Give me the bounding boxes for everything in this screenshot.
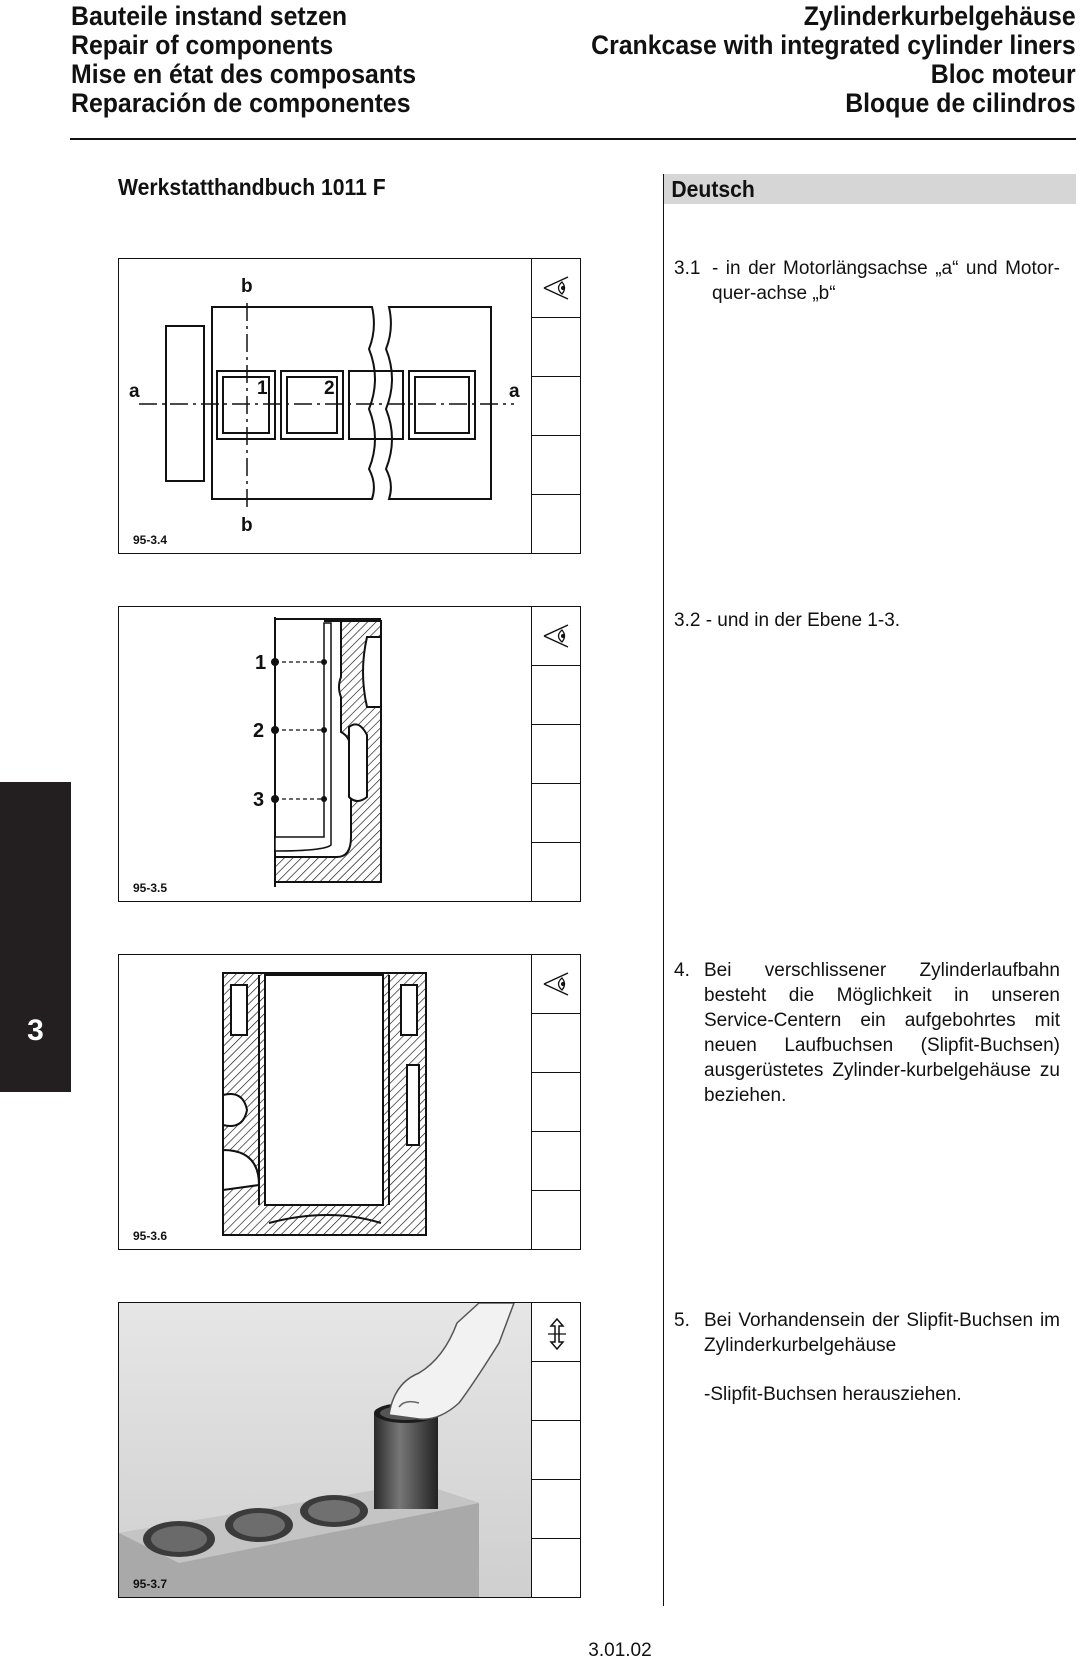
cylinder-section-diagram	[119, 607, 531, 901]
plane-mark-1: 1	[255, 652, 267, 674]
step-3-2	[674, 608, 1060, 633]
figure-sidebar	[531, 259, 581, 553]
header-right-line-fr: Bloc moteur	[931, 59, 1076, 89]
chapter-tab	[0, 782, 71, 1092]
up-down-arrow-icon	[542, 1317, 572, 1351]
header-left-line-de: Bauteile instand setzen	[71, 1, 348, 31]
figure-label: 95-3.6	[133, 1229, 168, 1243]
figure-95-3-5	[118, 606, 581, 902]
figure-label: 95-3.7	[133, 1577, 168, 1591]
language-bar	[664, 174, 1076, 204]
language-label: Deutsch	[671, 176, 755, 202]
step-number: 4.	[674, 960, 690, 981]
step-number: 5.	[674, 1310, 690, 1331]
header-rule	[70, 138, 1076, 140]
header-left-line-es: Reparación de componentes	[71, 88, 411, 118]
axis-mark-b-top: b	[241, 276, 253, 297]
plane-mark-2: 2	[253, 720, 265, 742]
figure-sidebar	[531, 607, 581, 901]
step-subtext: -Slipfit-Buchsen herausziehen.	[704, 1384, 962, 1405]
step-number: 3.1	[674, 258, 701, 279]
step-text: Bei Vorhandensein der Slipfit-Buchsen im Zylinderkurbelgehäuse	[704, 1310, 1060, 1356]
figure-label: 95-3.5	[133, 881, 168, 895]
step-5	[674, 1308, 1060, 1407]
cylinder-mark-1: 1	[257, 378, 268, 399]
crankcase-top-diagram	[119, 259, 531, 553]
step-text: Bei verschlissener Zylinderlaufbahn besteht die Möglichkeit in unseren Service-Centern ein aufgebohrtes mit neuen Laufbuchsen (Slipfit-Buchsen) ausgerüstetes Zylinder-kurbelgehäuse zu beziehen.	[704, 960, 1060, 1106]
header-right-line-en: Crankcase with integrated cylinder liners	[591, 30, 1076, 60]
eye-icon	[542, 273, 572, 303]
manual-title: Werkstatthandbuch 1011 F	[118, 174, 386, 200]
header-left-line-en: Repair of components	[71, 30, 334, 60]
figure-95-3-4	[118, 258, 581, 554]
figure-label: 95-3.4	[133, 533, 168, 547]
liner-removal-photo	[119, 1303, 531, 1597]
chapter-number: 3	[27, 1014, 44, 1047]
figure-sidebar	[531, 955, 581, 1249]
plane-mark-3: 3	[253, 789, 265, 811]
step-4	[674, 958, 1060, 1108]
axis-mark-a-left: a	[129, 381, 140, 402]
header-right	[591, 2, 1076, 118]
figure-95-3-7	[118, 1302, 581, 1598]
liner-section-diagram	[119, 955, 531, 1249]
column-divider	[663, 174, 664, 1606]
page-number: 3.01.02	[588, 1640, 652, 1661]
header-right-line-es: Bloque de cilindros	[845, 88, 1076, 118]
figure-sidebar	[531, 1303, 581, 1597]
header-right-line-de: Zylinderkurbelgehäuse	[804, 1, 1076, 31]
eye-icon	[542, 969, 572, 999]
step-text: - in der Motorlängsachse „a“ und Motor-quer-achse „b“	[712, 258, 1060, 304]
step-text: 3.2 - und in der Ebene 1-3.	[674, 610, 901, 631]
figure-95-3-6	[118, 954, 581, 1250]
eye-icon	[542, 621, 572, 651]
step-3-1	[674, 256, 1060, 306]
axis-mark-b-bottom: b	[241, 515, 253, 536]
header-left-line-fr: Mise en état des composants	[71, 59, 417, 89]
axis-mark-a-right: a	[509, 381, 520, 402]
cylinder-mark-2: 2	[324, 378, 335, 399]
header-left	[71, 2, 416, 118]
